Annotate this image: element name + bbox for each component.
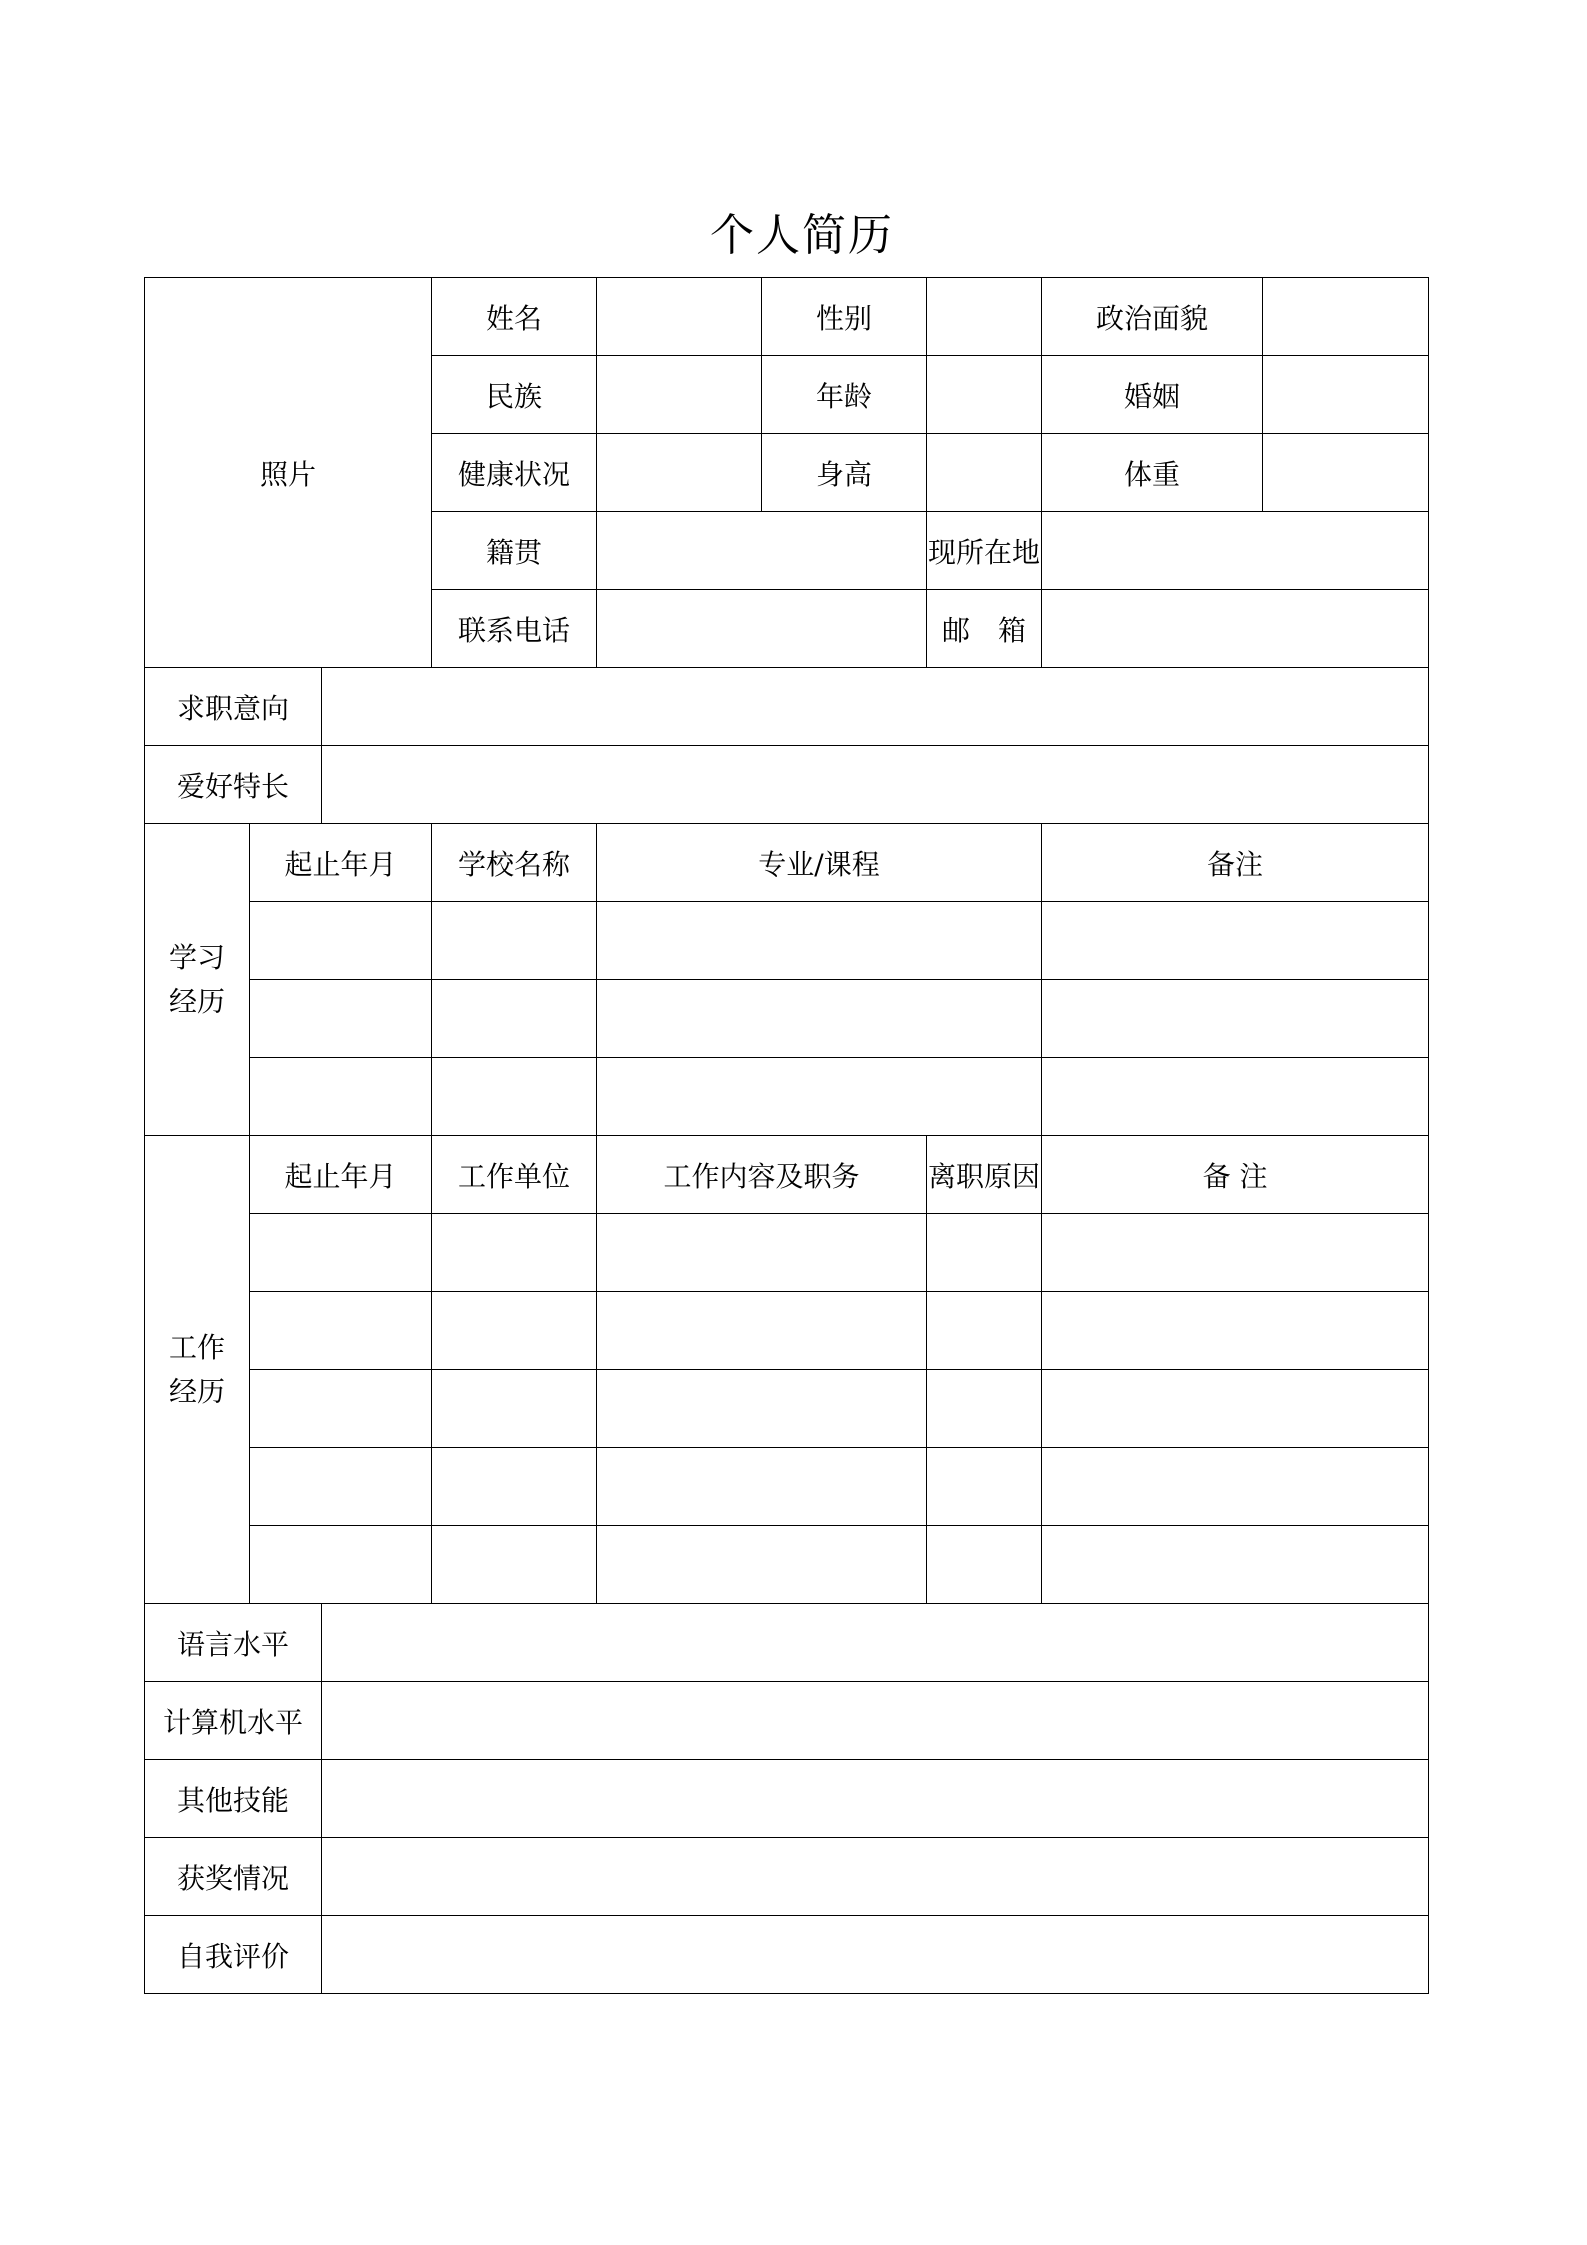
- work-header-notes: [1042, 1136, 1429, 1214]
- weight-label: 体重: [1124, 457, 1181, 491]
- work-label-line1: 工作: [168, 1330, 225, 1364]
- work-duties-field[interactable]: [597, 1370, 927, 1448]
- work-period-field[interactable]: [250, 1526, 432, 1604]
- work-employer-field[interactable]: [432, 1370, 597, 1448]
- education-row: [145, 1058, 1429, 1136]
- other-skills-field[interactable]: [322, 1760, 1429, 1838]
- education-header-major: [597, 824, 1042, 902]
- name-field[interactable]: [597, 278, 762, 356]
- work-row: [145, 1370, 1429, 1448]
- resume-table: [144, 277, 1429, 1994]
- work-duties-field[interactable]: [597, 1292, 927, 1370]
- work-period-field[interactable]: [250, 1214, 432, 1292]
- work-duties-field[interactable]: [597, 1448, 927, 1526]
- political-field[interactable]: [1263, 278, 1429, 356]
- education-period-field[interactable]: [250, 1058, 432, 1136]
- marital-label: 婚姻: [1124, 379, 1181, 413]
- job-intention-label-cell: [145, 668, 322, 746]
- computer-field[interactable]: [322, 1682, 1429, 1760]
- height-label-cell: [762, 434, 927, 512]
- work-employer-field[interactable]: [432, 1214, 597, 1292]
- education-notes-field[interactable]: [1042, 1058, 1429, 1136]
- education-header-notes: [1042, 824, 1429, 902]
- work-row: [145, 1526, 1429, 1604]
- self-eval-label: 自我评价: [176, 1939, 289, 1973]
- education-header-period: [250, 824, 432, 902]
- health-field[interactable]: [597, 434, 762, 512]
- work-row: [145, 1292, 1429, 1370]
- education-major-field[interactable]: [597, 1058, 1042, 1136]
- work-header-leave-reason-text: 离职原因: [928, 1159, 1041, 1193]
- education-label-line1: 学习: [168, 940, 225, 974]
- hobbies-label: 爱好特长: [176, 769, 289, 803]
- name-label: 姓名: [486, 301, 543, 335]
- phone-field[interactable]: [597, 590, 927, 668]
- email-field[interactable]: [1042, 590, 1429, 668]
- location-field[interactable]: [1042, 512, 1429, 590]
- education-header-school-text: 学校名称: [458, 847, 571, 881]
- origin-label: 籍贯: [486, 535, 543, 569]
- political-label: 政治面貌: [1096, 301, 1209, 335]
- work-period-field[interactable]: [250, 1292, 432, 1370]
- gender-label-cell: [762, 278, 927, 356]
- height-label: 身高: [816, 457, 873, 491]
- education-major-field[interactable]: [597, 980, 1042, 1058]
- language-label-cell: [145, 1604, 322, 1682]
- work-leave-reason-field[interactable]: [927, 1448, 1042, 1526]
- photo-cell[interactable]: [145, 278, 432, 668]
- photo-label: 照片: [260, 457, 317, 491]
- work-header-period-text: 起止年月: [284, 1159, 397, 1193]
- email-label-cell: [927, 590, 1042, 668]
- language-field[interactable]: [322, 1604, 1429, 1682]
- work-row: [145, 1214, 1429, 1292]
- language-label: 语言水平: [176, 1627, 289, 1661]
- awards-label: 获奖情况: [176, 1861, 289, 1895]
- political-label-cell: [1042, 278, 1263, 356]
- education-label-line2: 经历: [168, 984, 225, 1018]
- computer-label: 计算机水平: [162, 1705, 303, 1739]
- marital-field[interactable]: [1263, 356, 1429, 434]
- education-period-field[interactable]: [250, 980, 432, 1058]
- work-period-field[interactable]: [250, 1370, 432, 1448]
- height-field[interactable]: [927, 434, 1042, 512]
- origin-field[interactable]: [597, 512, 927, 590]
- work-leave-reason-field[interactable]: [927, 1526, 1042, 1604]
- other-skills-label-cell: [145, 1760, 322, 1838]
- work-header-employer-text: 工作单位: [458, 1159, 571, 1193]
- other-skills-label: 其他技能: [176, 1783, 289, 1817]
- work-header-duties: [597, 1136, 927, 1214]
- age-label: 年龄: [816, 379, 873, 413]
- job-intention-field[interactable]: [322, 668, 1429, 746]
- location-label-cell: [927, 512, 1042, 590]
- resume-title: 个人简历: [710, 210, 894, 261]
- work-header-employer: [432, 1136, 597, 1214]
- work-notes-field[interactable]: [1042, 1292, 1429, 1370]
- work-notes-field[interactable]: [1042, 1448, 1429, 1526]
- work-section-label: [145, 1136, 250, 1604]
- awards-label-cell: [145, 1838, 322, 1916]
- work-header-leave-reason: [927, 1136, 1042, 1214]
- weight-label-cell: [1042, 434, 1263, 512]
- self-eval-field[interactable]: [322, 1916, 1429, 1994]
- work-employer-field[interactable]: [432, 1292, 597, 1370]
- education-section-label: [145, 824, 250, 1136]
- work-label-line2: 经历: [168, 1374, 225, 1408]
- work-header-notes-text: 备 注: [1202, 1159, 1268, 1193]
- work-leave-reason-field[interactable]: [927, 1214, 1042, 1292]
- computer-label-cell: [145, 1682, 322, 1760]
- work-leave-reason-field[interactable]: [927, 1370, 1042, 1448]
- work-notes-field[interactable]: [1042, 1526, 1429, 1604]
- phone-label: 联系电话: [458, 613, 571, 647]
- hobbies-label-cell: [145, 746, 322, 824]
- email-label: 邮 箱: [942, 613, 1027, 647]
- education-header-major-text: 专业/课程: [758, 847, 880, 881]
- location-label: 现所在地: [928, 535, 1041, 569]
- hobbies-field[interactable]: [322, 746, 1429, 824]
- work-header-duties-text: 工作内容及职务: [663, 1159, 860, 1193]
- ethnicity-label-cell: [432, 356, 597, 434]
- awards-field[interactable]: [322, 1838, 1429, 1916]
- education-notes-field[interactable]: [1042, 902, 1429, 980]
- ethnicity-field[interactable]: [597, 356, 762, 434]
- marital-label-cell: [1042, 356, 1263, 434]
- education-school-field[interactable]: [432, 980, 597, 1058]
- work-duties-field[interactable]: [597, 1526, 927, 1604]
- work-leave-reason-field[interactable]: [927, 1292, 1042, 1370]
- work-duties-field[interactable]: [597, 1214, 927, 1292]
- age-field[interactable]: [927, 356, 1042, 434]
- education-header-notes-text: 备注: [1207, 847, 1264, 881]
- origin-label-cell: [432, 512, 597, 590]
- education-school-field[interactable]: [432, 1058, 597, 1136]
- education-header-school: [432, 824, 597, 902]
- education-row: [145, 980, 1429, 1058]
- phone-label-cell: [432, 590, 597, 668]
- education-school-field[interactable]: [432, 902, 597, 980]
- health-label: 健康状况: [458, 457, 571, 491]
- work-employer-field[interactable]: [432, 1526, 597, 1604]
- self-eval-label-cell: [145, 1916, 322, 1994]
- health-label-cell: [432, 434, 597, 512]
- work-row: [145, 1448, 1429, 1526]
- education-row: [145, 902, 1429, 980]
- education-period-field[interactable]: [250, 902, 432, 980]
- education-header-period-text: 起止年月: [284, 847, 397, 881]
- work-employer-field[interactable]: [432, 1448, 597, 1526]
- ethnicity-label: 民族: [486, 379, 543, 413]
- age-label-cell: [762, 356, 927, 434]
- education-major-field[interactable]: [597, 902, 1042, 980]
- name-label-cell: [432, 278, 597, 356]
- work-header-period: [250, 1136, 432, 1214]
- work-notes-field[interactable]: [1042, 1370, 1429, 1448]
- gender-field[interactable]: [927, 278, 1042, 356]
- gender-label: 性别: [816, 301, 873, 335]
- weight-field[interactable]: [1263, 434, 1429, 512]
- job-intention-label: 求职意向: [176, 691, 289, 725]
- work-period-field[interactable]: [250, 1448, 432, 1526]
- work-notes-field[interactable]: [1042, 1214, 1429, 1292]
- education-notes-field[interactable]: [1042, 980, 1429, 1058]
